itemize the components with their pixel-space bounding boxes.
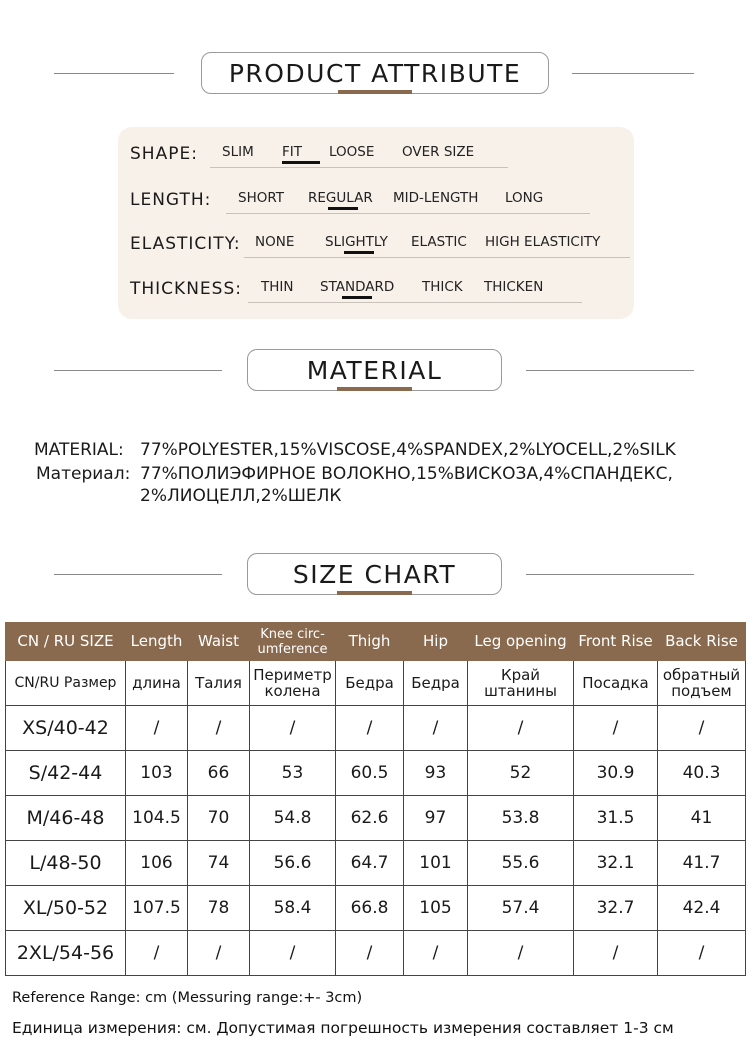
- section-title-material: MATERIAL: [247, 349, 502, 391]
- product-attribute-header: [0, 52, 750, 96]
- attr-option-selected: STANDARD: [320, 279, 395, 295]
- table-cell: /: [336, 706, 404, 751]
- table-cell: 66.8: [336, 886, 404, 931]
- table-cell: 30.9: [574, 751, 658, 796]
- size-cell: S/42-44: [6, 751, 126, 796]
- table-cell: /: [658, 706, 746, 751]
- table-cell: /: [126, 931, 188, 976]
- attr-underline: [210, 167, 508, 168]
- attr-option-selected: FIT: [282, 144, 302, 160]
- selected-marker: [328, 207, 358, 210]
- table-cell: /: [126, 706, 188, 751]
- selected-marker: [282, 161, 320, 164]
- col-header-ru: длина: [126, 661, 188, 706]
- attr-option: SLIM: [222, 144, 254, 160]
- table-cell: 32.7: [574, 886, 658, 931]
- table-cell: 52: [468, 751, 574, 796]
- table-cell: 42.4: [658, 886, 746, 931]
- col-header-ru: Бедра: [336, 661, 404, 706]
- table-row: [6, 796, 746, 841]
- attr-option: HIGH ELASTICITY: [485, 234, 601, 250]
- table-cell: /: [658, 931, 746, 976]
- col-header-ru: Бедра: [404, 661, 468, 706]
- table-cell: 97: [404, 796, 468, 841]
- attr-label: ELASTICITY:: [130, 234, 241, 254]
- attr-option-selected: SLIGHTLY: [325, 234, 388, 250]
- attr-option: SHORT: [238, 190, 284, 206]
- col-header: Back Rise: [658, 623, 746, 661]
- table-cell: /: [404, 931, 468, 976]
- table-cell: /: [468, 706, 574, 751]
- col-header: Waist: [188, 623, 250, 661]
- divider-right: [526, 574, 694, 575]
- table-cell: 104.5: [126, 796, 188, 841]
- table-cell: 74: [188, 841, 250, 886]
- col-header: Hip: [404, 623, 468, 661]
- table-row: [6, 706, 746, 751]
- material-header: [0, 349, 750, 393]
- accent-bar: [337, 591, 412, 595]
- header-row-ru: [6, 661, 746, 706]
- divider-left: [54, 574, 222, 575]
- table-cell: /: [188, 931, 250, 976]
- col-header-ru: CN/RU Размер: [6, 661, 126, 706]
- size-cell: 2XL/54-56: [6, 931, 126, 976]
- divider-right: [572, 73, 694, 74]
- table-cell: 78: [188, 886, 250, 931]
- size-cell: L/48-50: [6, 841, 126, 886]
- attr-option: LOOSE: [329, 144, 375, 160]
- material-value-en: 77%POLYESTER,15%VISCOSE,4%SPANDEX,2%LYOCELL,2%SILK: [140, 440, 676, 460]
- size-cell: XS/40-42: [6, 706, 126, 751]
- selected-marker: [342, 296, 372, 299]
- table-cell: /: [188, 706, 250, 751]
- divider-left: [54, 370, 222, 371]
- col-header: Length: [126, 623, 188, 661]
- table-cell: 106: [126, 841, 188, 886]
- table-cell: 32.1: [574, 841, 658, 886]
- attr-option-selected: REGULAR: [308, 190, 373, 206]
- size-chart-table: [5, 622, 746, 976]
- col-header: Leg opening: [468, 623, 574, 661]
- table-cell: 56.6: [250, 841, 336, 886]
- reference-note-ru: Единица измерения: см. Допустимая погрешность измерения составляет 1-3 см: [12, 1019, 674, 1037]
- attr-label: LENGTH:: [130, 190, 212, 210]
- table-cell: 57.4: [468, 886, 574, 931]
- header-row: [6, 623, 746, 661]
- size-chart-header: [0, 553, 750, 597]
- size-cell: XL/50-52: [6, 886, 126, 931]
- table-cell: 60.5: [336, 751, 404, 796]
- col-header: Thigh: [336, 623, 404, 661]
- size-cell: M/46-48: [6, 796, 126, 841]
- table-cell: 62.6: [336, 796, 404, 841]
- table-cell: /: [574, 706, 658, 751]
- attr-label: THICKNESS:: [130, 279, 242, 299]
- table-cell: /: [250, 931, 336, 976]
- attribute-panel: [118, 127, 634, 319]
- attr-option: THICK: [422, 279, 463, 295]
- table-row: [6, 931, 746, 976]
- attr-option: ELASTIC: [411, 234, 467, 250]
- attr-underline: [248, 302, 582, 303]
- selected-marker: [344, 251, 374, 254]
- col-header-ru: обратный подъем: [658, 661, 746, 706]
- attr-option: OVER SIZE: [402, 144, 475, 160]
- material-label-ru: Материал:: [36, 464, 131, 484]
- table-cell: 93: [404, 751, 468, 796]
- table-cell: /: [574, 931, 658, 976]
- table-cell: 105: [404, 886, 468, 931]
- table-cell: 41: [658, 796, 746, 841]
- divider-left: [54, 73, 174, 74]
- material-value-ru-cont: 2%ЛИОЦЕЛЛ,2%ШЕЛК: [140, 486, 342, 506]
- attr-option: THIN: [261, 279, 294, 295]
- attr-option: THICKEN: [484, 279, 544, 295]
- col-header: Knee circ-umference: [250, 623, 336, 661]
- table-cell: 58.4: [250, 886, 336, 931]
- table-cell: /: [336, 931, 404, 976]
- col-header-ru: Край штанины: [468, 661, 574, 706]
- col-header-ru: Периметр колена: [250, 661, 336, 706]
- col-header: Front Rise: [574, 623, 658, 661]
- material-value-ru: 77%ПОЛИЭФИРНОЕ ВОЛОКНО,15%ВИСКОЗА,4%СПАНДЕКС,: [140, 464, 673, 484]
- table-cell: 41.7: [658, 841, 746, 886]
- table-cell: 54.8: [250, 796, 336, 841]
- section-title-size: SIZE CHART: [247, 553, 502, 595]
- table-cell: 31.5: [574, 796, 658, 841]
- table-cell: /: [250, 706, 336, 751]
- col-header: CN / RU SIZE: [6, 623, 126, 661]
- divider-right: [526, 370, 694, 371]
- accent-bar: [338, 90, 412, 94]
- section-title-attribute: PRODUCT ATTRIBUTE: [201, 52, 549, 94]
- reference-note-en: Reference Range: cm (Messuring range:+- 3cm): [12, 990, 363, 1006]
- material-label-en: MATERIAL:: [34, 440, 124, 460]
- table-cell: /: [468, 931, 574, 976]
- col-header-ru: Посадка: [574, 661, 658, 706]
- table-cell: 64.7: [336, 841, 404, 886]
- table-row: [6, 841, 746, 886]
- accent-bar: [337, 387, 412, 391]
- attr-underline: [226, 213, 590, 214]
- attr-underline: [244, 257, 630, 258]
- col-header-ru: Талия: [188, 661, 250, 706]
- table-cell: 55.6: [468, 841, 574, 886]
- table-cell: 103: [126, 751, 188, 796]
- table-row: [6, 751, 746, 796]
- table-row: [6, 886, 746, 931]
- attr-option: NONE: [255, 234, 295, 250]
- table-cell: 70: [188, 796, 250, 841]
- attr-option: MID-LENGTH: [393, 190, 479, 206]
- attr-label: SHAPE:: [130, 144, 198, 164]
- table-cell: 107.5: [126, 886, 188, 931]
- attr-option: LONG: [505, 190, 544, 206]
- table-cell: 101: [404, 841, 468, 886]
- table-cell: 53: [250, 751, 336, 796]
- table-cell: 53.8: [468, 796, 574, 841]
- table-cell: 66: [188, 751, 250, 796]
- table-cell: /: [404, 706, 468, 751]
- table-cell: 40.3: [658, 751, 746, 796]
